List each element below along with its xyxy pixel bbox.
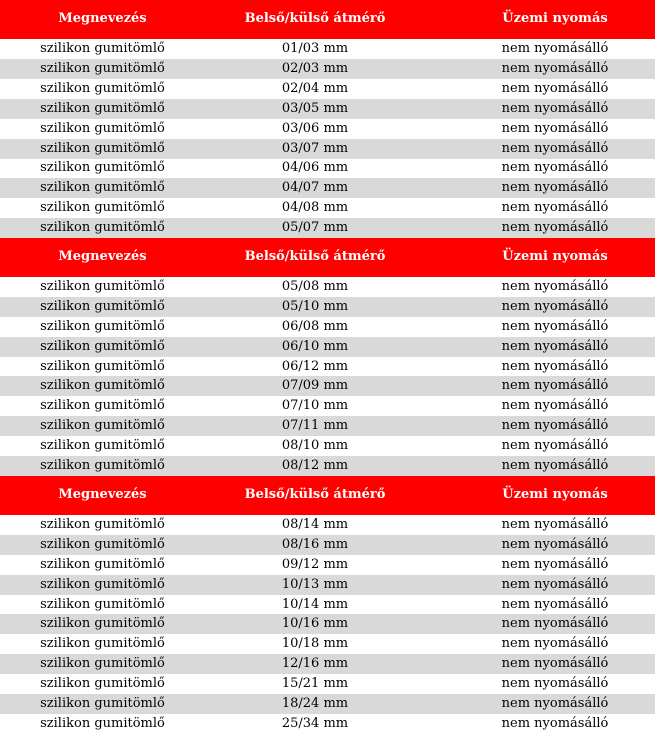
cell-name: szilikon gumitömlő [40, 696, 165, 711]
cell-diameter: 15/21 mm [281, 676, 349, 691]
cell-diameter: 04/07 mm [281, 180, 349, 195]
cell-diameter: 10/14 mm [281, 597, 349, 612]
cell-diameter: 06/08 mm [281, 319, 349, 334]
cell-diameter: 02/04 mm [281, 81, 349, 96]
cell-pressure: nem nyomásálló [501, 557, 609, 572]
table-row [0, 317, 655, 337]
table-row [0, 39, 655, 59]
cell-pressure: nem nyomásálló [501, 339, 609, 354]
cell-name: szilikon gumitömlő [40, 537, 165, 552]
cell-diameter: 07/10 mm [281, 398, 349, 413]
cell-pressure: nem nyomásálló [501, 220, 609, 235]
table-row [0, 654, 655, 674]
cell-diameter: 10/13 mm [281, 577, 349, 592]
cell-pressure: nem nyomásálló [501, 537, 609, 552]
table-row [0, 436, 655, 456]
table-row [0, 119, 655, 139]
table-row [0, 178, 655, 198]
cell-diameter: 01/03 mm [281, 41, 349, 56]
table-row [0, 456, 655, 476]
cell-diameter: 08/16 mm [281, 537, 349, 552]
cell-diameter: 05/08 mm [281, 279, 349, 294]
table-row [0, 337, 655, 357]
table-row [0, 614, 655, 634]
cell-diameter: 10/18 mm [281, 636, 349, 651]
table-row [0, 396, 655, 416]
cell-pressure: nem nyomásálló [501, 200, 609, 215]
cell-pressure: nem nyomásálló [501, 577, 609, 592]
cell-pressure: nem nyomásálló [501, 676, 609, 691]
cell-diameter: 03/06 mm [281, 121, 349, 136]
table-row [0, 555, 655, 575]
cell-name: szilikon gumitömlő [40, 319, 165, 334]
cell-diameter: 08/10 mm [281, 438, 349, 453]
cell-name: szilikon gumitömlő [40, 81, 165, 96]
cell-pressure: nem nyomásálló [501, 616, 609, 631]
cell-name: szilikon gumitömlő [40, 398, 165, 413]
cell-name: szilikon gumitömlő [40, 101, 165, 116]
column-header-name: Megnevezés [58, 487, 147, 502]
cell-pressure: nem nyomásálló [501, 418, 609, 433]
cell-name: szilikon gumitömlő [40, 378, 165, 393]
cell-name: szilikon gumitömlő [40, 557, 165, 572]
cell-diameter: 05/10 mm [281, 299, 349, 314]
cell-name: szilikon gumitömlő [40, 359, 165, 374]
cell-diameter: 07/11 mm [281, 418, 349, 433]
cell-diameter: 03/07 mm [281, 141, 349, 156]
table-row [0, 277, 655, 297]
table-row [0, 158, 655, 178]
cell-name: szilikon gumitömlő [40, 121, 165, 136]
cell-diameter: 04/06 mm [281, 160, 349, 175]
table-row [0, 535, 655, 555]
cell-diameter: 18/24 mm [281, 696, 349, 711]
cell-diameter: 03/05 mm [281, 101, 349, 116]
cell-name: szilikon gumitömlő [40, 716, 165, 731]
cell-name: szilikon gumitömlő [40, 180, 165, 195]
column-header-pressure: Üzemi nyomás [502, 249, 608, 264]
cell-pressure: nem nyomásálló [501, 41, 609, 56]
cell-pressure: nem nyomásálló [501, 160, 609, 175]
cell-diameter: 25/34 mm [281, 716, 349, 731]
table-row [0, 694, 655, 714]
cell-diameter: 05/07 mm [281, 220, 349, 235]
cell-pressure: nem nyomásálló [501, 438, 609, 453]
cell-name: szilikon gumitömlő [40, 220, 165, 235]
cell-name: szilikon gumitömlő [40, 200, 165, 215]
cell-pressure: nem nyomásálló [501, 319, 609, 334]
cell-pressure: nem nyomásálló [501, 101, 609, 116]
cell-pressure: nem nyomásálló [501, 636, 609, 651]
cell-pressure: nem nyomásálló [501, 517, 609, 532]
cell-name: szilikon gumitömlő [40, 636, 165, 651]
table-row [0, 139, 655, 159]
cell-pressure: nem nyomásálló [501, 696, 609, 711]
cell-name: szilikon gumitömlő [40, 438, 165, 453]
cell-pressure: nem nyomásálló [501, 359, 609, 374]
column-header-name: Megnevezés [58, 11, 147, 26]
table-row [0, 416, 655, 436]
cell-pressure: nem nyomásálló [501, 141, 609, 156]
cell-diameter: 09/12 mm [281, 557, 349, 572]
column-header-pressure: Üzemi nyomás [502, 11, 608, 26]
cell-pressure: nem nyomásálló [501, 279, 609, 294]
table-header-row [0, 238, 655, 277]
cell-diameter: 10/16 mm [281, 616, 349, 631]
cell-name: szilikon gumitömlő [40, 279, 165, 294]
cell-name: szilikon gumitömlő [40, 616, 165, 631]
cell-pressure: nem nyomásálló [501, 61, 609, 76]
cell-diameter: 08/14 mm [281, 517, 349, 532]
table-row [0, 99, 655, 119]
table-row [0, 575, 655, 595]
cell-name: szilikon gumitömlő [40, 458, 165, 473]
table-row [0, 59, 655, 79]
cell-pressure: nem nyomásálló [501, 81, 609, 96]
table-row [0, 297, 655, 317]
table-row [0, 515, 655, 535]
table-row [0, 79, 655, 99]
cell-name: szilikon gumitömlő [40, 656, 165, 671]
cell-diameter: 04/08 mm [281, 200, 349, 215]
cell-diameter: 06/10 mm [281, 339, 349, 354]
cell-name: szilikon gumitömlő [40, 61, 165, 76]
column-header-diameter: Belső/külső átmérő [244, 487, 386, 502]
table-header-row [0, 0, 655, 39]
cell-name: szilikon gumitömlő [40, 418, 165, 433]
cell-name: szilikon gumitömlő [40, 41, 165, 56]
table-header-row [0, 476, 655, 515]
cell-pressure: nem nyomásálló [501, 180, 609, 195]
cell-name: szilikon gumitömlő [40, 577, 165, 592]
cell-name: szilikon gumitömlő [40, 339, 165, 354]
cell-pressure: nem nyomásálló [501, 398, 609, 413]
column-header-name: Megnevezés [58, 249, 147, 264]
cell-name: szilikon gumitömlő [40, 141, 165, 156]
cell-name: szilikon gumitömlő [40, 597, 165, 612]
cell-diameter: 06/12 mm [281, 359, 349, 374]
table-row [0, 595, 655, 615]
table-row [0, 714, 655, 734]
column-header-pressure: Üzemi nyomás [502, 487, 608, 502]
cell-name: szilikon gumitömlő [40, 299, 165, 314]
column-header-diameter: Belső/külső átmérő [244, 11, 386, 26]
table-row [0, 674, 655, 694]
cell-diameter: 12/16 mm [281, 656, 349, 671]
cell-diameter: 02/03 mm [281, 61, 349, 76]
cell-pressure: nem nyomásálló [501, 716, 609, 731]
cell-pressure: nem nyomásálló [501, 121, 609, 136]
cell-pressure: nem nyomásálló [501, 458, 609, 473]
cell-diameter: 08/12 mm [281, 458, 349, 473]
cell-name: szilikon gumitömlő [40, 517, 165, 532]
table-row [0, 357, 655, 377]
cell-pressure: nem nyomásálló [501, 299, 609, 314]
table-row [0, 198, 655, 218]
table-row [0, 634, 655, 654]
cell-pressure: nem nyomásálló [501, 378, 609, 393]
cell-name: szilikon gumitömlő [40, 160, 165, 175]
cell-pressure: nem nyomásálló [501, 597, 609, 612]
cell-diameter: 07/09 mm [281, 378, 349, 393]
cell-name: szilikon gumitömlő [40, 676, 165, 691]
column-header-diameter: Belső/külső átmérő [244, 249, 386, 264]
cell-pressure: nem nyomásálló [501, 656, 609, 671]
table-row [0, 218, 655, 238]
table-row [0, 376, 655, 396]
